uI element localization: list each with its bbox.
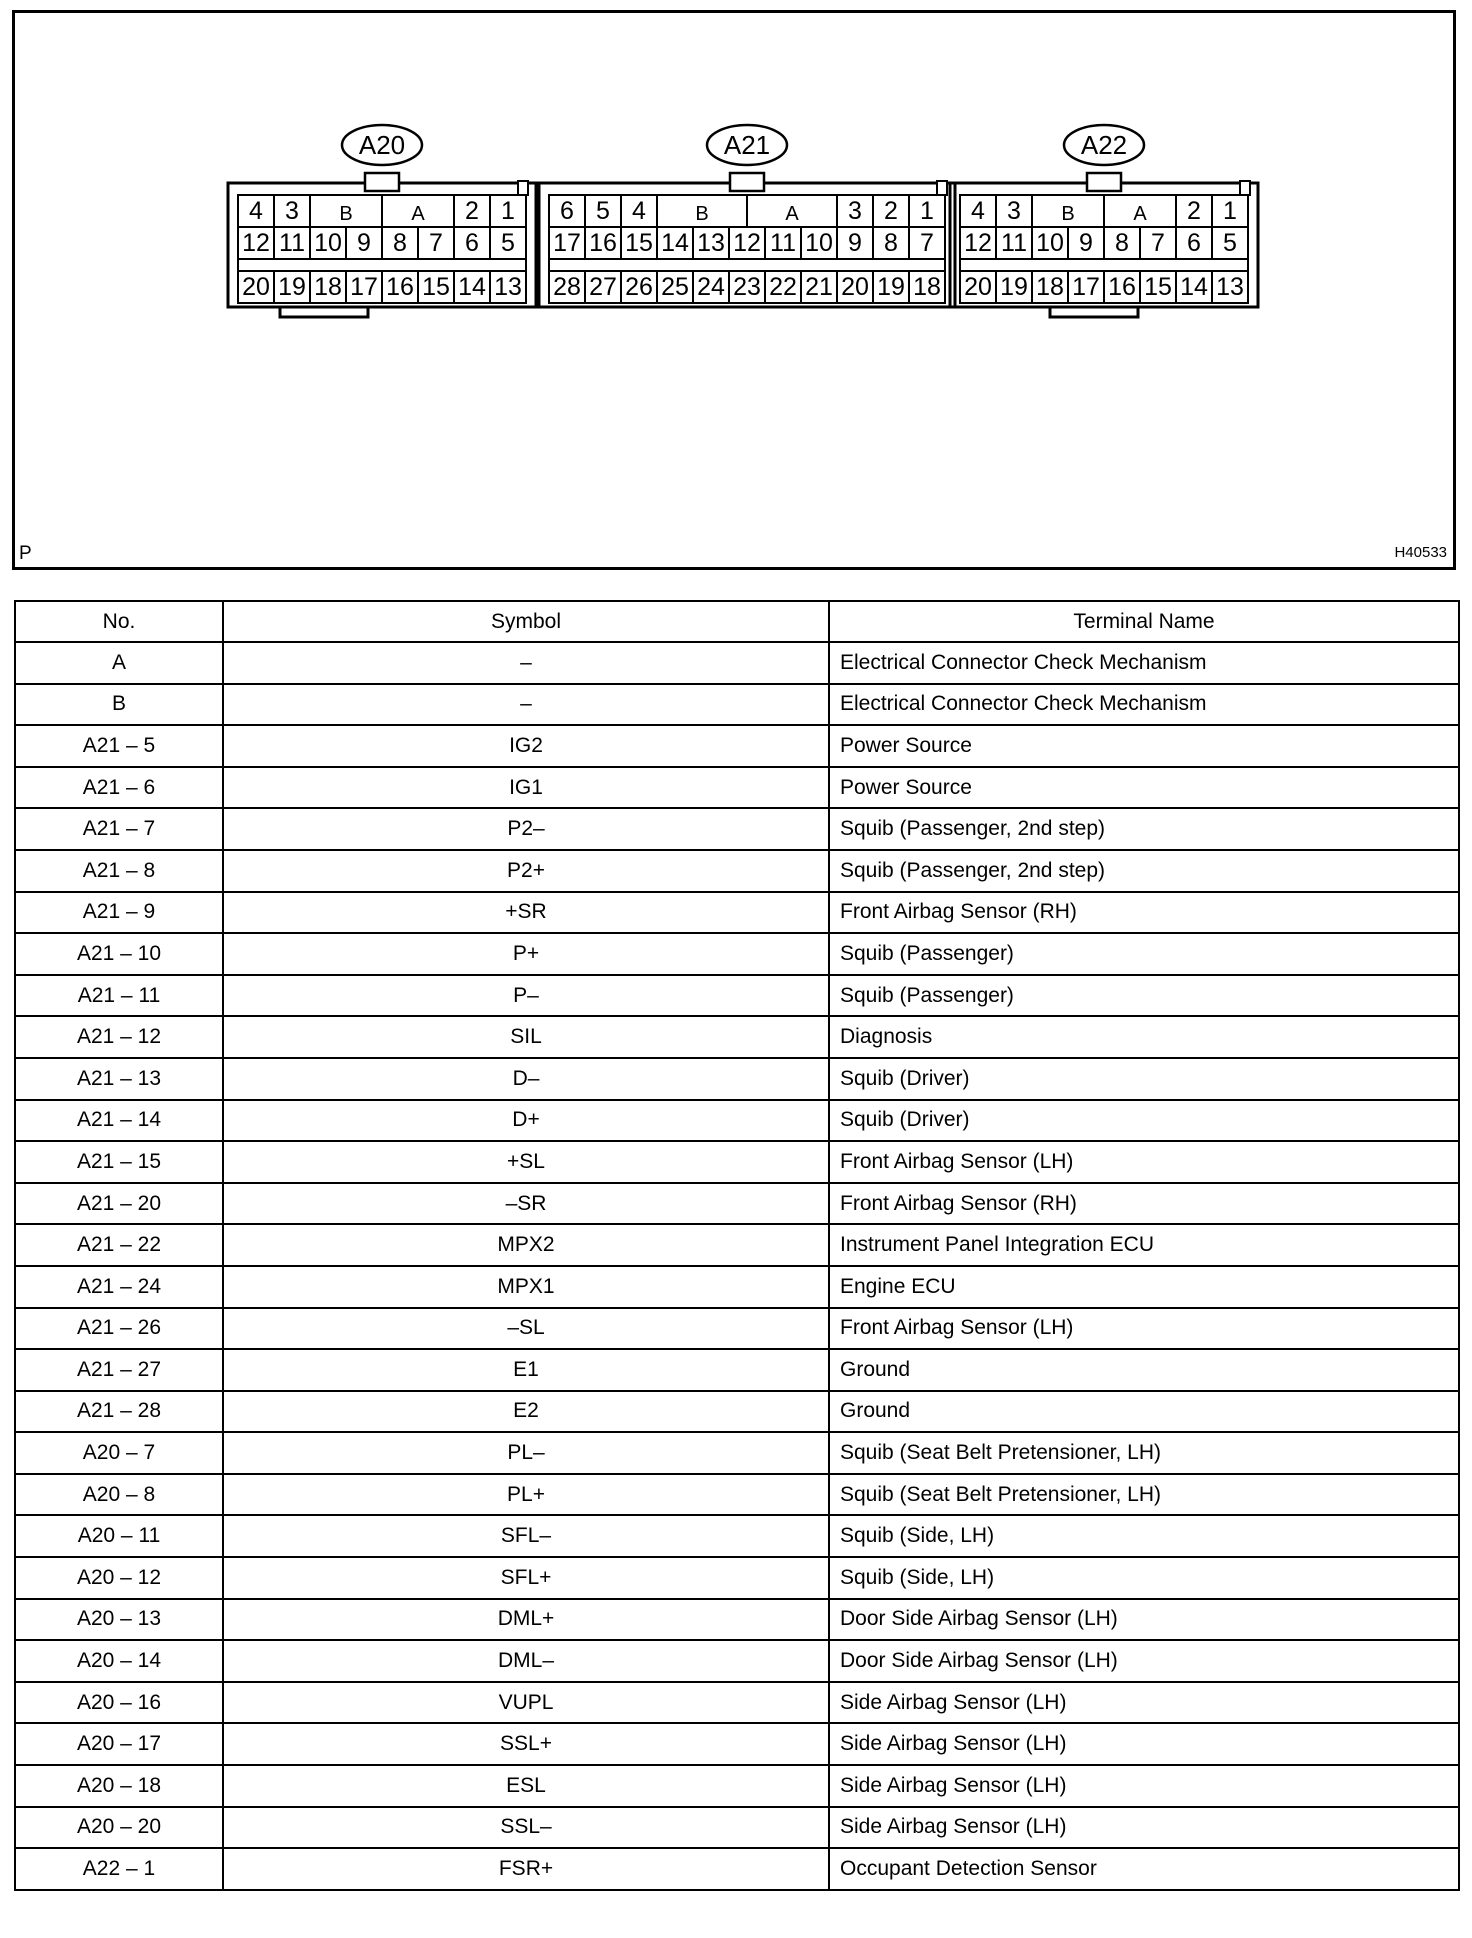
header-no: No. [15, 601, 223, 642]
cell-terminal-name: Squib (Seat Belt Pretensioner, LH) [829, 1432, 1459, 1474]
terminal-number: 8 [393, 229, 407, 257]
table-row [15, 1349, 1459, 1391]
terminal-number: 16 [589, 229, 617, 257]
cell-symbol: –SL [223, 1308, 829, 1350]
frame-letter: P [19, 543, 32, 564]
table-row [15, 1224, 1459, 1266]
table-row [15, 975, 1459, 1017]
terminal-number: 7 [1151, 229, 1165, 257]
terminal-number: 2 [1187, 197, 1201, 225]
cell-terminal-name: Squib (Side, LH) [829, 1557, 1459, 1599]
terminal-number: 25 [661, 273, 689, 301]
terminal-number: 6 [560, 197, 574, 225]
terminal-number: 4 [249, 197, 263, 225]
terminal-number: 18 [913, 273, 941, 301]
cell-symbol: DML+ [223, 1599, 829, 1641]
terminal-number: 19 [278, 273, 306, 301]
cell-symbol: SFL– [223, 1515, 829, 1557]
check-mechanism-label: A [411, 203, 425, 225]
cell-symbol: VUPL [223, 1682, 829, 1724]
cell-terminal-name: Diagnosis [829, 1016, 1459, 1058]
table-row [15, 1183, 1459, 1225]
cell-terminal-name: Side Airbag Sensor (LH) [829, 1807, 1459, 1849]
cell-no: A20 – 20 [15, 1807, 223, 1849]
table-row [15, 1016, 1459, 1058]
connector-key [518, 181, 528, 195]
terminal-number: 16 [1108, 273, 1136, 301]
check-mechanism-label: A [1133, 203, 1147, 225]
cell-symbol: ESL [223, 1765, 829, 1807]
terminal-number: 11 [279, 229, 305, 257]
cell-symbol: +SL [223, 1141, 829, 1183]
cell-symbol: SSL– [223, 1807, 829, 1849]
cell-symbol: SIL [223, 1016, 829, 1058]
terminal-number: 20 [964, 273, 992, 301]
cell-symbol: SSL+ [223, 1723, 829, 1765]
cell-symbol: MPX2 [223, 1224, 829, 1266]
check-mechanism-label: A [785, 203, 799, 225]
cell-no: A21 – 14 [15, 1100, 223, 1142]
cell-symbol: E2 [223, 1391, 829, 1433]
cell-no: A20 – 16 [15, 1682, 223, 1724]
cell-no: A21 – 11 [15, 975, 223, 1017]
terminal-number: 15 [625, 229, 653, 257]
figure-code: H40533 [1394, 544, 1447, 561]
table-row [15, 1308, 1459, 1350]
cell-terminal-name: Side Airbag Sensor (LH) [829, 1682, 1459, 1724]
terminal-number: 5 [596, 197, 610, 225]
terminal-number: 1 [920, 197, 934, 225]
cell-symbol: D+ [223, 1100, 829, 1142]
terminal-number: 3 [1007, 197, 1021, 225]
terminal-number: 11 [770, 229, 796, 257]
terminal-number: 24 [697, 273, 725, 301]
terminal-number: 27 [589, 273, 617, 301]
cell-no: A21 – 15 [15, 1141, 223, 1183]
table-row [15, 642, 1459, 684]
cell-symbol: MPX1 [223, 1266, 829, 1308]
terminal-number: 12 [964, 229, 992, 257]
table-row [15, 1682, 1459, 1724]
terminal-number: 17 [1072, 273, 1100, 301]
table-row [15, 1557, 1459, 1599]
table-row [15, 1599, 1459, 1641]
terminal-number: 28 [553, 273, 581, 301]
cell-symbol: DML– [223, 1640, 829, 1682]
terminal-number: 8 [1115, 229, 1129, 257]
terminal-number: 17 [350, 273, 378, 301]
terminal-number: 20 [242, 273, 270, 301]
terminal-number: 11 [1001, 229, 1027, 257]
connector-diagram [15, 13, 1453, 567]
terminal-number: 7 [429, 229, 443, 257]
cell-terminal-name: Occupant Detection Sensor [829, 1848, 1459, 1890]
cell-terminal-name: Engine ECU [829, 1266, 1459, 1308]
connector-diagram-frame [12, 10, 1456, 570]
cell-symbol: –SR [223, 1183, 829, 1225]
cell-terminal-name: Squib (Driver) [829, 1058, 1459, 1100]
header-terminal-name: Terminal Name [829, 601, 1459, 642]
cell-no: B [15, 684, 223, 726]
table-row [15, 1391, 1459, 1433]
terminal-number: 2 [884, 197, 898, 225]
cell-symbol: – [223, 642, 829, 684]
table-row [15, 767, 1459, 809]
table-row [15, 1266, 1459, 1308]
terminal-number: 14 [1180, 273, 1208, 301]
cell-no: A20 – 8 [15, 1474, 223, 1516]
terminal-number: 9 [1079, 229, 1093, 257]
terminal-number: 18 [314, 273, 342, 301]
table-row [15, 1807, 1459, 1849]
table-row [15, 684, 1459, 726]
terminal-number: 10 [314, 229, 342, 257]
check-mechanism-label: B [695, 203, 709, 225]
terminal-number: 23 [733, 273, 761, 301]
cell-no: A20 – 7 [15, 1432, 223, 1474]
cell-terminal-name: Squib (Side, LH) [829, 1515, 1459, 1557]
table-row [15, 1058, 1459, 1100]
connector-label: A21 [723, 130, 771, 160]
terminal-number: 21 [805, 273, 833, 301]
cell-symbol: PL+ [223, 1474, 829, 1516]
terminal-number: 18 [1036, 273, 1064, 301]
terminal-number: 13 [697, 229, 725, 257]
cell-no: A20 – 14 [15, 1640, 223, 1682]
cell-terminal-name: Squib (Seat Belt Pretensioner, LH) [829, 1474, 1459, 1516]
table-body [15, 642, 1459, 1890]
cell-no: A21 – 9 [15, 892, 223, 934]
cell-symbol: SFL+ [223, 1557, 829, 1599]
terminal-number: 12 [242, 229, 270, 257]
cell-symbol: P2+ [223, 850, 829, 892]
terminal-number: 22 [769, 273, 797, 301]
terminal-number: 10 [1036, 229, 1064, 257]
terminal-number: 1 [1223, 197, 1237, 225]
cell-symbol: IG2 [223, 725, 829, 767]
terminal-number: 26 [625, 273, 653, 301]
table-row [15, 1100, 1459, 1142]
cell-no: A21 – 12 [15, 1016, 223, 1058]
cell-terminal-name: Squib (Passenger, 2nd step) [829, 808, 1459, 850]
check-mechanism-label: B [339, 203, 353, 225]
cell-no: A20 – 18 [15, 1765, 223, 1807]
cell-terminal-name: Squib (Passenger, 2nd step) [829, 850, 1459, 892]
terminal-number: 12 [733, 229, 761, 257]
cell-terminal-name: Instrument Panel Integration ECU [829, 1224, 1459, 1266]
table-row [15, 850, 1459, 892]
terminal-number: 10 [805, 229, 833, 257]
cell-no: A21 – 10 [15, 933, 223, 975]
cell-no: A20 – 12 [15, 1557, 223, 1599]
cell-terminal-name: Electrical Connector Check Mechanism [829, 642, 1459, 684]
cell-terminal-name: Front Airbag Sensor (RH) [829, 892, 1459, 934]
cell-no: A21 – 5 [15, 725, 223, 767]
terminal-number: 4 [632, 197, 646, 225]
terminal-number: 7 [920, 229, 934, 257]
cell-symbol: – [223, 684, 829, 726]
cell-terminal-name: Door Side Airbag Sensor (LH) [829, 1640, 1459, 1682]
terminal-number: 9 [357, 229, 371, 257]
connector-latch [1087, 173, 1121, 191]
terminal-number: 3 [848, 197, 862, 225]
terminal-table [14, 600, 1460, 1891]
cell-no: A21 – 7 [15, 808, 223, 850]
table-row [15, 1723, 1459, 1765]
table-row [15, 725, 1459, 767]
terminal-number: 8 [884, 229, 898, 257]
cell-no: A21 – 27 [15, 1349, 223, 1391]
cell-no: A21 – 13 [15, 1058, 223, 1100]
cell-no: A21 – 28 [15, 1391, 223, 1433]
terminal-number: 5 [1223, 229, 1237, 257]
terminal-number: 5 [501, 229, 515, 257]
cell-no: A [15, 642, 223, 684]
cell-terminal-name: Front Airbag Sensor (LH) [829, 1308, 1459, 1350]
terminal-number: 6 [465, 229, 479, 257]
terminal-number: 16 [386, 273, 414, 301]
cell-symbol: FSR+ [223, 1848, 829, 1890]
cell-no: A21 – 8 [15, 850, 223, 892]
cell-terminal-name: Ground [829, 1349, 1459, 1391]
cell-terminal-name: Side Airbag Sensor (LH) [829, 1765, 1459, 1807]
cell-no: A22 – 1 [15, 1848, 223, 1890]
connector-label: A20 [358, 130, 406, 160]
check-mechanism-label: B [1061, 203, 1075, 225]
cell-terminal-name: Squib (Passenger) [829, 933, 1459, 975]
table-row [15, 1515, 1459, 1557]
table-row [15, 1474, 1459, 1516]
cell-no: A21 – 24 [15, 1266, 223, 1308]
cell-no: A21 – 6 [15, 767, 223, 809]
cell-symbol: PL– [223, 1432, 829, 1474]
cell-terminal-name: Side Airbag Sensor (LH) [829, 1723, 1459, 1765]
terminal-number: 14 [661, 229, 689, 257]
terminal-number: 20 [841, 273, 869, 301]
terminal-number: 13 [494, 273, 522, 301]
cell-no: A21 – 22 [15, 1224, 223, 1266]
cell-no: A20 – 17 [15, 1723, 223, 1765]
cell-symbol: IG1 [223, 767, 829, 809]
cell-no: A21 – 26 [15, 1308, 223, 1350]
cell-terminal-name: Ground [829, 1391, 1459, 1433]
terminal-number: 17 [553, 229, 581, 257]
cell-terminal-name: Door Side Airbag Sensor (LH) [829, 1599, 1459, 1641]
cell-no: A20 – 13 [15, 1599, 223, 1641]
table-row [15, 808, 1459, 850]
connector-key [1240, 181, 1250, 195]
terminal-number: 19 [877, 273, 905, 301]
terminal-number: 4 [971, 197, 985, 225]
terminal-number: 14 [458, 273, 486, 301]
terminal-number: 15 [1144, 273, 1172, 301]
connector-label: A22 [1080, 130, 1128, 160]
connector-latch [365, 173, 399, 191]
terminal-number: 13 [1216, 273, 1244, 301]
cell-terminal-name: Power Source [829, 767, 1459, 809]
cell-symbol: E1 [223, 1349, 829, 1391]
cell-terminal-name: Electrical Connector Check Mechanism [829, 684, 1459, 726]
cell-no: A21 – 20 [15, 1183, 223, 1225]
terminal-number: 9 [848, 229, 862, 257]
terminal-number: 19 [1000, 273, 1028, 301]
cell-symbol: P2– [223, 808, 829, 850]
connector-latch [730, 173, 764, 191]
table-row [15, 892, 1459, 934]
cell-symbol: D– [223, 1058, 829, 1100]
cell-symbol: P+ [223, 933, 829, 975]
cell-no: A20 – 11 [15, 1515, 223, 1557]
terminal-number: 3 [285, 197, 299, 225]
table-row [15, 933, 1459, 975]
table-row [15, 1640, 1459, 1682]
cell-terminal-name: Power Source [829, 725, 1459, 767]
terminal-number: 2 [465, 197, 479, 225]
table-row [15, 1848, 1459, 1890]
cell-symbol: +SR [223, 892, 829, 934]
terminal-number: 6 [1187, 229, 1201, 257]
cell-terminal-name: Front Airbag Sensor (LH) [829, 1141, 1459, 1183]
cell-terminal-name: Front Airbag Sensor (RH) [829, 1183, 1459, 1225]
table-row [15, 1432, 1459, 1474]
table-header-row [15, 601, 1459, 642]
terminal-number: 15 [422, 273, 450, 301]
table-row [15, 1765, 1459, 1807]
header-symbol: Symbol [223, 601, 829, 642]
connector-key [937, 181, 947, 195]
cell-terminal-name: Squib (Driver) [829, 1100, 1459, 1142]
table-row [15, 1141, 1459, 1183]
terminal-number: 1 [501, 197, 515, 225]
cell-terminal-name: Squib (Passenger) [829, 975, 1459, 1017]
cell-symbol: P– [223, 975, 829, 1017]
